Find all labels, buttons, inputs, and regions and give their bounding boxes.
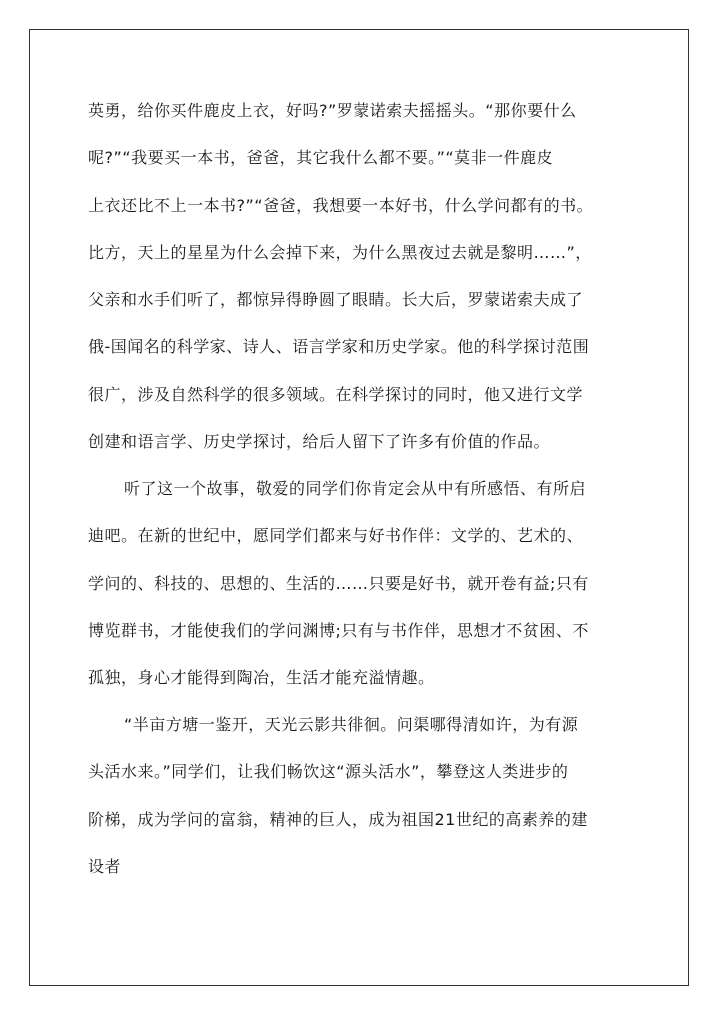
text-line: 俄-国闻名的科学家、诗人、语言学家和历史学家。他的科学探讨范围 xyxy=(88,337,590,356)
text-line: 呢?”“我要买一本书，爸爸，其它我什么都不要。”“莫非一件鹿皮 xyxy=(88,148,554,167)
text-line: 阶梯，成为学问的富翁，精神的巨人，成为祖国21世纪的高素养的建 xyxy=(88,810,588,829)
text-line: 英勇，给你买件鹿皮上衣，好吗?”罗蒙诺索夫摇摇头。“那你要什么 xyxy=(88,101,577,120)
text-line: 头活水来。”同学们，让我们畅饮这“源头活水”，攀登这人类进步的 xyxy=(88,762,569,781)
text-line: 迪吧。在新的世纪中，愿同学们都来与好书作伴：文学的、艺术的、 xyxy=(88,526,584,545)
text-line: 博览群书，才能使我们的学问渊博;只有与书作伴，思想才不贫困、不 xyxy=(88,621,589,640)
text-line: 设者 xyxy=(88,857,122,876)
text-line: 上衣还比不上一本书?”“爸爸，我想要一本好书，什么学问都有的书。 xyxy=(88,196,594,215)
text-line: 创建和语言学、历史学探讨，给后人留下了许多有价值的作品。 xyxy=(88,432,551,451)
text-line: 父亲和水手们听了，都惊异得睁圆了眼睛。长大后，罗蒙诺索夫成了 xyxy=(88,290,584,309)
paragraph-start-line: “半亩方塘一鉴开，天光云影共徘徊。问渠哪得清如许，为有源 xyxy=(124,715,579,734)
page-border xyxy=(29,29,689,986)
text-line: 学问的、科技的、思想的、生活的……只要是好书，就开卷有益;只有 xyxy=(88,574,589,593)
text-line: 孤独，身心才能得到陶冶，生活才能充溢情趣。 xyxy=(88,668,435,687)
text-line: 很广，涉及自然科学的很多领域。在科学探讨的同时，他又进行文学 xyxy=(88,385,584,404)
text-line: 比方，天上的星星为什么会掉下来，为什么黑夜过去就是黎明……”， xyxy=(88,243,592,262)
paragraph-start-line: 听了这一个故事，敬爱的同学们你肯定会从中有所感悟、有所启 xyxy=(124,479,587,498)
